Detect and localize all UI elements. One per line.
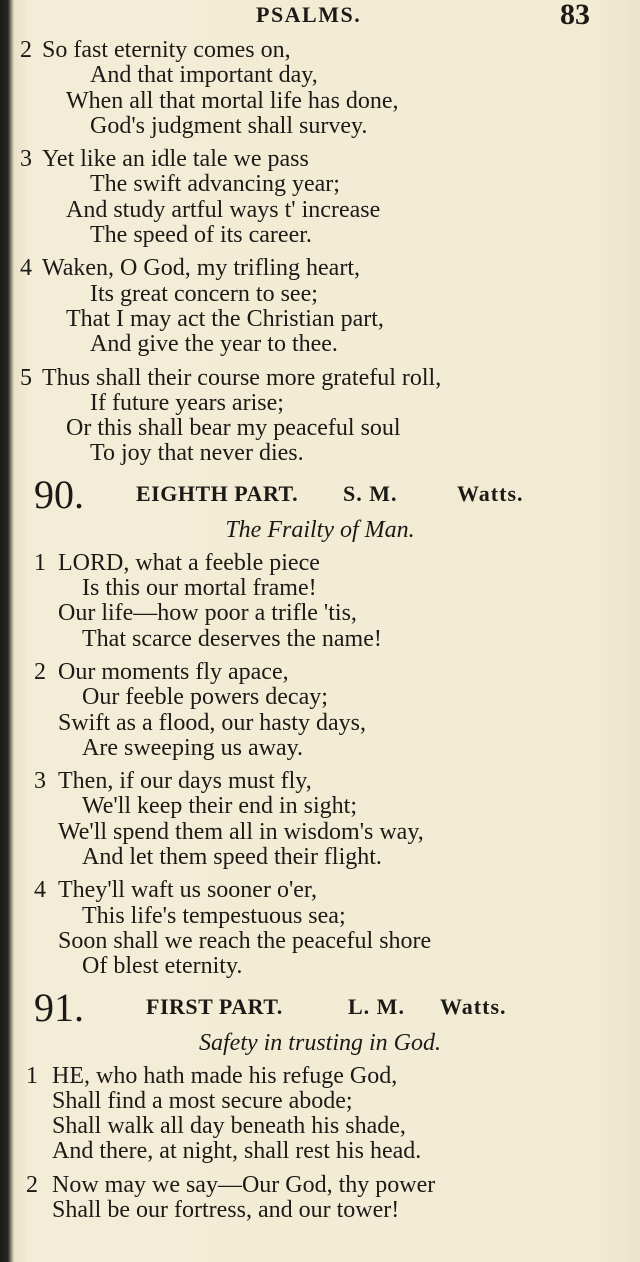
running-head: PSALMS. bbox=[256, 2, 362, 27]
verse-line: Are sweeping us away. bbox=[82, 734, 304, 761]
stanza-number: 5 bbox=[20, 364, 32, 391]
verse-line: 1 LORD, what a feeble piece bbox=[34, 549, 320, 576]
stanza-number: 2 bbox=[34, 658, 46, 685]
stanza bbox=[0, 660, 640, 761]
stanza bbox=[0, 769, 640, 870]
psalm-subtitle: The Frailty of Man. bbox=[225, 516, 415, 543]
stanza bbox=[0, 366, 640, 467]
verse-line: That scarce deserves the name! bbox=[82, 625, 382, 652]
stanza bbox=[0, 256, 640, 357]
verse-line: And there, at night, shall rest his head. bbox=[52, 1138, 422, 1165]
stanza bbox=[0, 551, 640, 652]
verse-line: Is this our mortal frame! bbox=[82, 575, 317, 602]
verse-line: Our life—how poor a trifle 'tis, bbox=[58, 600, 357, 627]
stanza bbox=[0, 878, 640, 979]
page-header bbox=[0, 0, 640, 34]
verse-line: Of blest eternity. bbox=[82, 953, 243, 980]
psalm-author: Watts. bbox=[440, 993, 507, 1019]
psalm-number: 90. bbox=[34, 471, 84, 517]
verse-line: 2 Now may we say—Our God, thy power bbox=[26, 1171, 436, 1198]
psalm-subtitle: Safety in trusting in God. bbox=[199, 1029, 441, 1056]
psalm-author: Watts. bbox=[457, 480, 524, 506]
verse-line: To joy that never dies. bbox=[90, 440, 304, 467]
verse-line: The speed of its career. bbox=[90, 222, 312, 249]
psalm-heading bbox=[0, 984, 640, 1030]
verse-line: And study artful ways t' increase bbox=[66, 196, 381, 223]
verse-line: 5 Thus shall their course more grateful roll, bbox=[20, 364, 442, 391]
continued-hymn bbox=[0, 38, 640, 467]
verse-line: And give the year to thee. bbox=[90, 331, 338, 358]
verse-line: God's judgment shall survey. bbox=[90, 112, 368, 139]
verse-line: Our feeble powers decay; bbox=[82, 684, 328, 711]
psalm-number: 91. bbox=[34, 984, 84, 1030]
stanza-number: 4 bbox=[34, 877, 46, 904]
psalm-meter: S. M. bbox=[343, 480, 398, 506]
verse-line: Shall find a most secure abode; bbox=[52, 1087, 353, 1114]
verse-line: And that important day, bbox=[90, 62, 318, 89]
stanza-number: 2 bbox=[20, 37, 32, 63]
verse-line: The swift advancing year; bbox=[90, 171, 340, 198]
verse-line: When all that mortal life has done, bbox=[66, 87, 399, 114]
stanza-number: 3 bbox=[34, 768, 46, 795]
verse-line: We'll spend them all in wisdom's way, bbox=[58, 818, 424, 845]
stanza bbox=[0, 38, 640, 139]
verse-line: This life's tempestuous sea; bbox=[82, 902, 346, 929]
stanza bbox=[0, 1064, 640, 1165]
verse-line: Swift as a flood, our hasty days, bbox=[58, 709, 366, 736]
verse-line: Shall walk all day beneath his shade, bbox=[52, 1113, 406, 1140]
verse-line: Or this shall bear my peaceful soul bbox=[66, 415, 401, 442]
verse-line: 2 So fast eternity comes on, bbox=[20, 37, 291, 63]
psalm-part: FIRST PART. bbox=[146, 993, 283, 1019]
verse-line: 2 Our moments fly apace, bbox=[34, 658, 289, 685]
verse-line: We'll keep their end in sight; bbox=[82, 793, 357, 820]
psalm-heading bbox=[0, 471, 640, 517]
page-number: 83 bbox=[560, 0, 590, 31]
verse-line: 3 Then, if our days must fly, bbox=[34, 768, 312, 795]
stanza-number: 1 bbox=[26, 1062, 38, 1089]
stanza bbox=[0, 147, 640, 248]
psalm-part: EIGHTH PART. bbox=[136, 480, 299, 506]
stanza-number: 1 bbox=[34, 549, 46, 576]
verse-line: Its great concern to see; bbox=[90, 280, 318, 307]
psalm-meter: L. M. bbox=[348, 993, 405, 1019]
stanza-number: 2 bbox=[26, 1171, 38, 1198]
verse-line: 1 HE, who hath made his refuge God, bbox=[26, 1062, 398, 1089]
stanza-number: 4 bbox=[20, 255, 32, 282]
psalm-90 bbox=[0, 471, 640, 980]
psalm-91 bbox=[0, 984, 640, 1224]
stanza-number: 3 bbox=[20, 146, 32, 173]
page-content bbox=[0, 38, 640, 1231]
verse-line: 3 Yet like an idle tale we pass bbox=[20, 146, 309, 173]
verse-line: That I may act the Christian part, bbox=[66, 305, 384, 332]
verse-line: 4 They'll waft us sooner o'er, bbox=[34, 877, 317, 904]
verse-line: Soon shall we reach the peaceful shore bbox=[58, 927, 432, 954]
verse-line: 4 Waken, O God, my trifling heart, bbox=[20, 255, 360, 282]
verse-line: Shall be our fortress, and our tower! bbox=[52, 1196, 400, 1223]
stanza bbox=[0, 1173, 640, 1224]
verse-line: And let them speed their flight. bbox=[82, 844, 382, 871]
verse-line: If future years arise; bbox=[90, 389, 284, 416]
